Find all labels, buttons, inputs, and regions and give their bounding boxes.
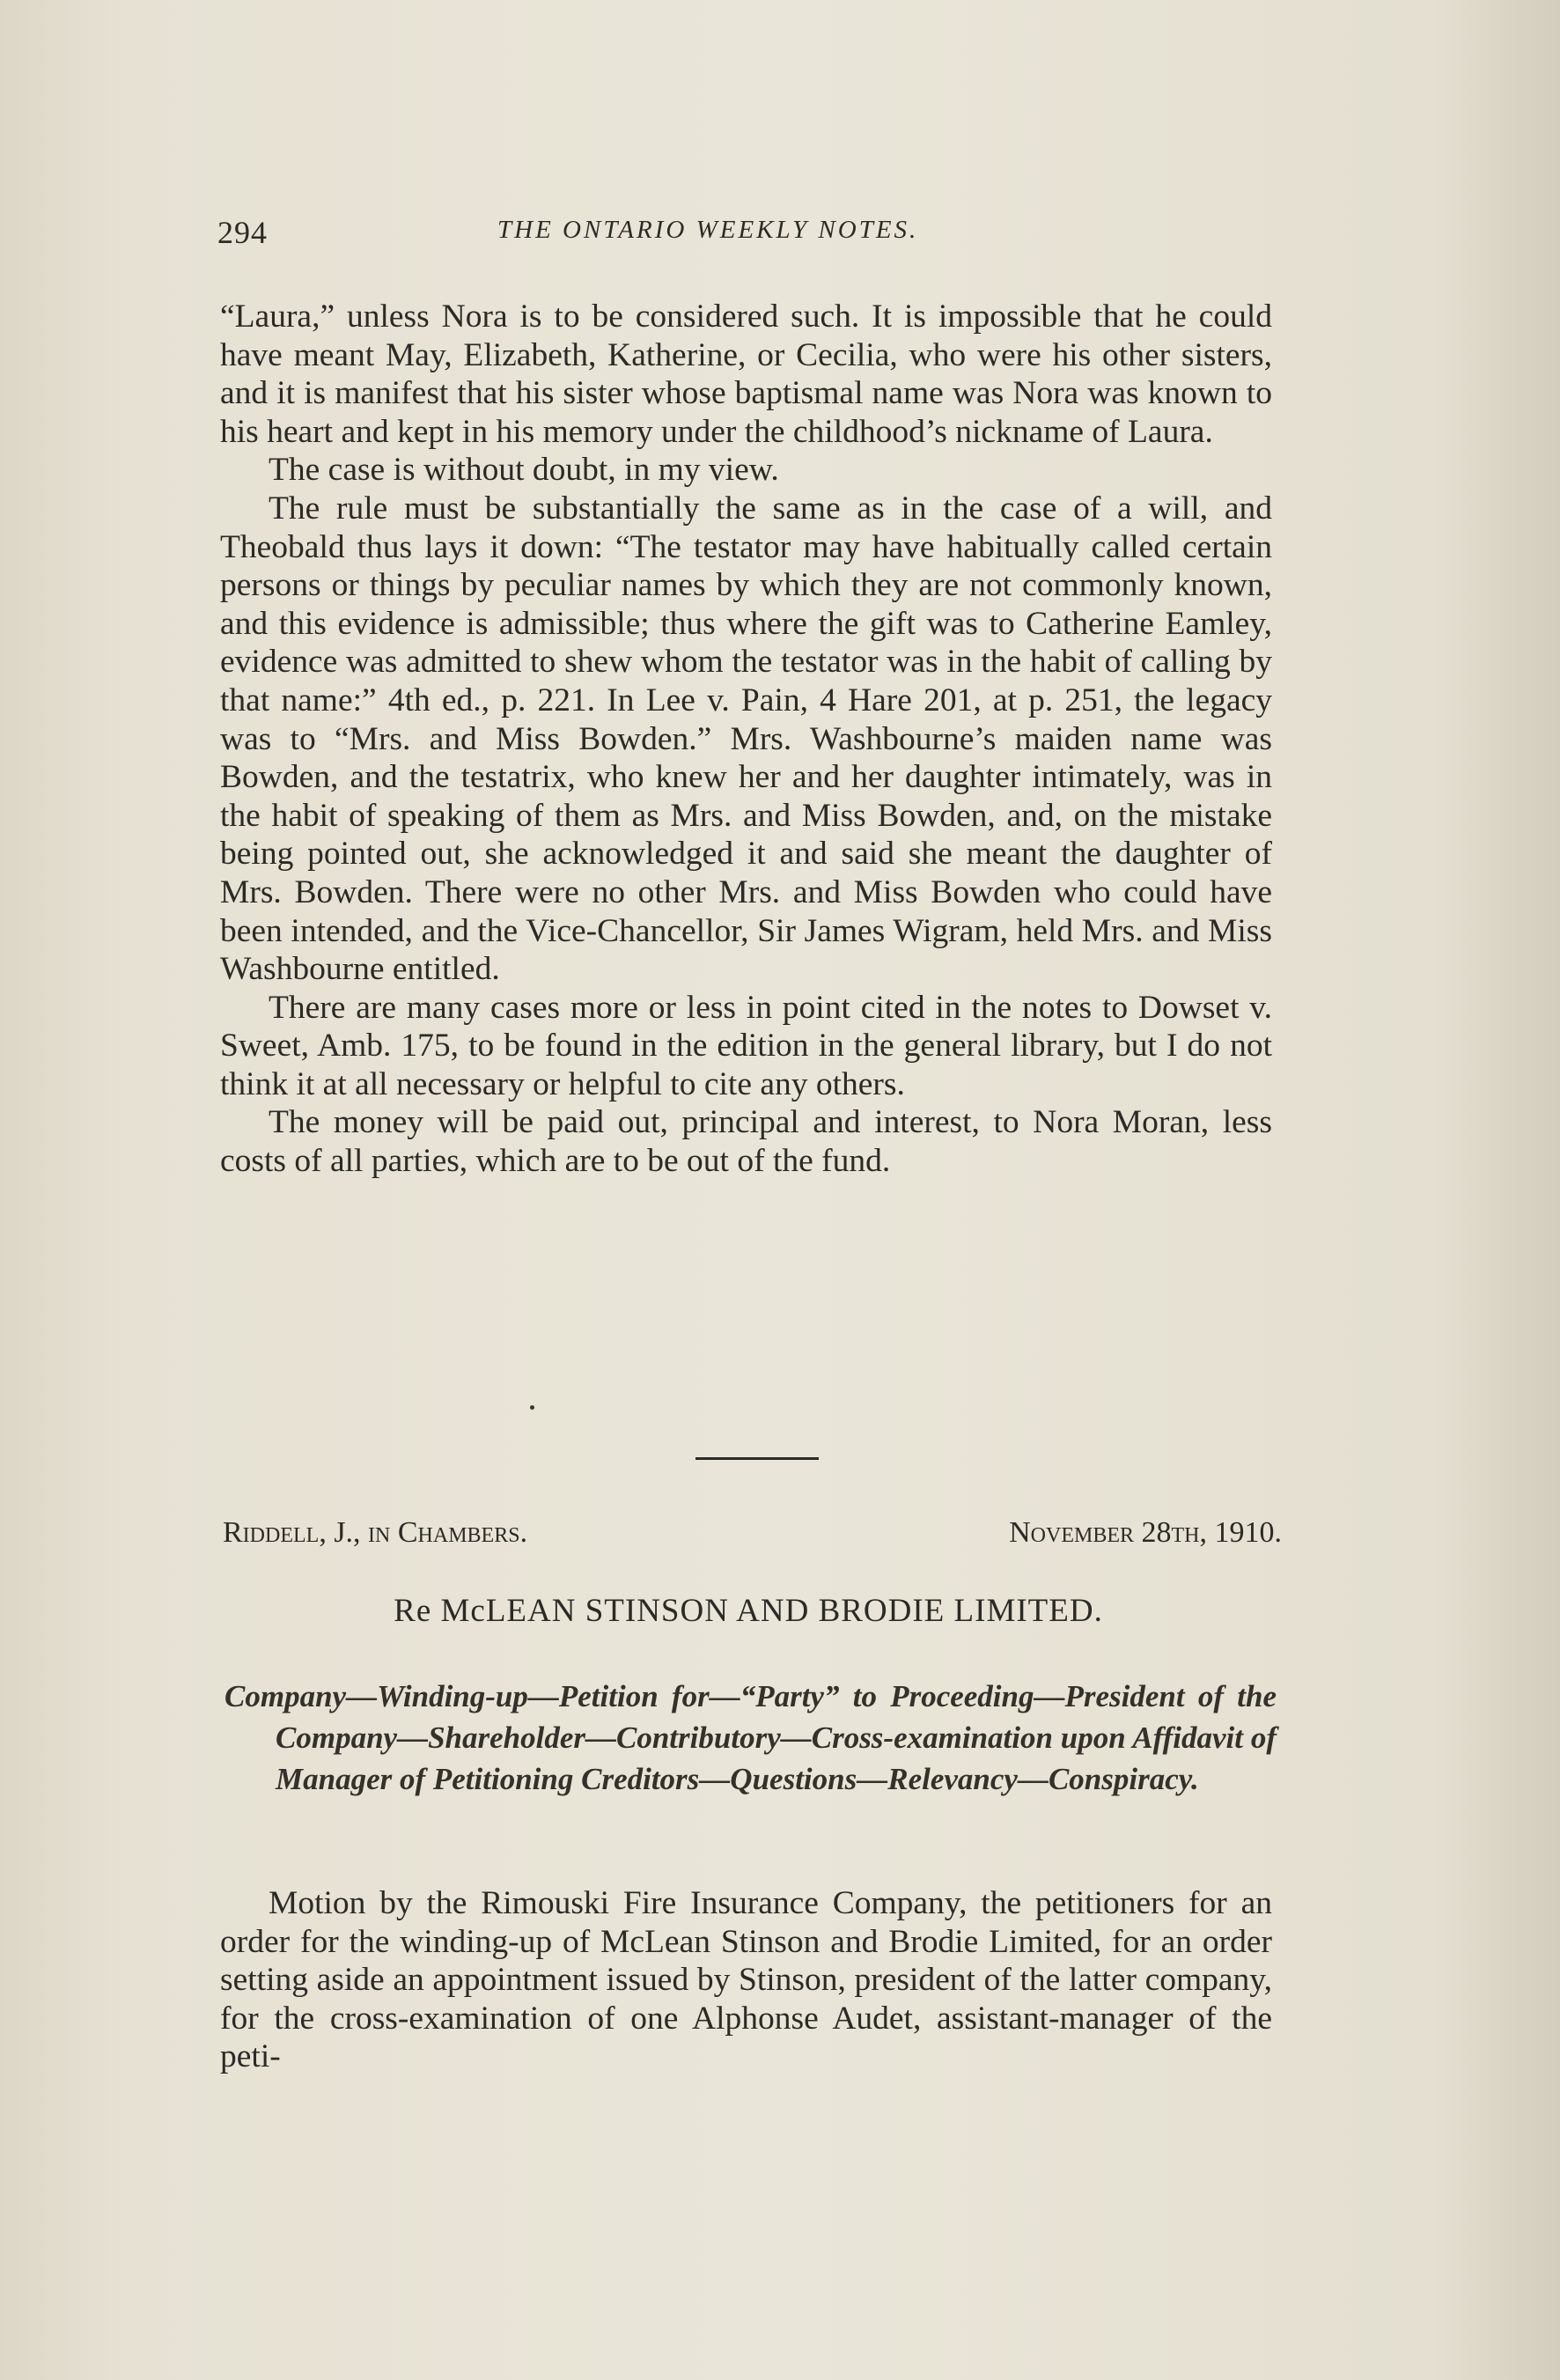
opinion-paragraph: There are many cases more or less in point cited in the notes to Dowset v. Sweet, Amb. 175, to be found in the edition in the general library, but I do not think it at all necessary or helpful to cite any others. <box>220 989 1272 1102</box>
motion-paragraph: Motion by the Rimouski Fire Insurance Company, the petitioners for an order for the winding-up of McLean Stinson and Brodie Limited, for an order setting aside an appointment issued by Stinson, president of the latter company, for the cross-examination of one Alphonse Audet, assistant-manager of the peti- <box>220 1885 1272 2075</box>
page-number: 294 <box>217 215 268 250</box>
case-heading-line <box>223 1516 1282 1558</box>
stray-mark <box>530 1405 534 1410</box>
opinion-text <box>220 298 1272 1181</box>
case-title: Re McLEAN STINSON AND BRODIE LIMITED. <box>394 1593 1103 1629</box>
decision-date: November 28th, 1910. <box>1009 1516 1282 1549</box>
running-head <box>217 214 1283 258</box>
judge-name: Riddell, J., in Chambers. <box>223 1516 528 1549</box>
opinion-paragraph: The case is without doubt, in my view. <box>269 452 779 489</box>
motion-text <box>220 1884 1272 2076</box>
headnote: Company—Winding-up—Petition for—“Party” to Proceeding—President of the Company—Shareholder—Contributory—Cross-examination upon Affidavit of Manager of Petitioning Creditors—Questions—Relevancy—Conspiracy. <box>224 1679 1277 1796</box>
opinion-paragraph: The money will be paid out, principal and interest, to Nora Moran, less costs of all parties, which are to be out of the fund. <box>220 1104 1272 1180</box>
journal-title: THE ONTARIO WEEKLY NOTES. <box>497 216 919 244</box>
opinion-paragraph: “Laura,” unless Nora is to be considered such. It is impossible that he could have meant May, Elizabeth, Katherine, or Cecilia, who were his other sisters, and it is manifest that his sister whose baptismal name was Nora was known to his heart and kept in his memory under the childhood’s nickname of Laura. <box>220 298 1272 450</box>
section-divider <box>695 1457 819 1460</box>
opinion-paragraph: The rule must be substantially the same as in the case of a will, and Theobald thus lays it down: “The testator may have habitually called certain persons or things by peculiar names by which they are not commonly known, and this evidence is admissible; thus where the gift was to Catherine Eamley, evidence was admitted to shew whom the testator was in the habit of calling by that name:” 4th ed., p. 221. In Lee v. Pain, 4 Hare 201, at p. 251, the legacy was to “Mrs. and Miss Bowden.” Mrs. Washbourne’s maiden name was Bowden, and the testatrix, who knew her and her daughter intimately, was in the habit of speaking of them as Mrs. and Miss Bowden, and, on the mistake being pointed out, she acknowledged it and said she meant the daughter of Mrs. Bowden. There were no other Mrs. and Miss Bowden who could have been intended, and the Vice-Chancellor, Sir James Wigram, held Mrs. and Miss Washbourne entitled. <box>220 490 1272 988</box>
